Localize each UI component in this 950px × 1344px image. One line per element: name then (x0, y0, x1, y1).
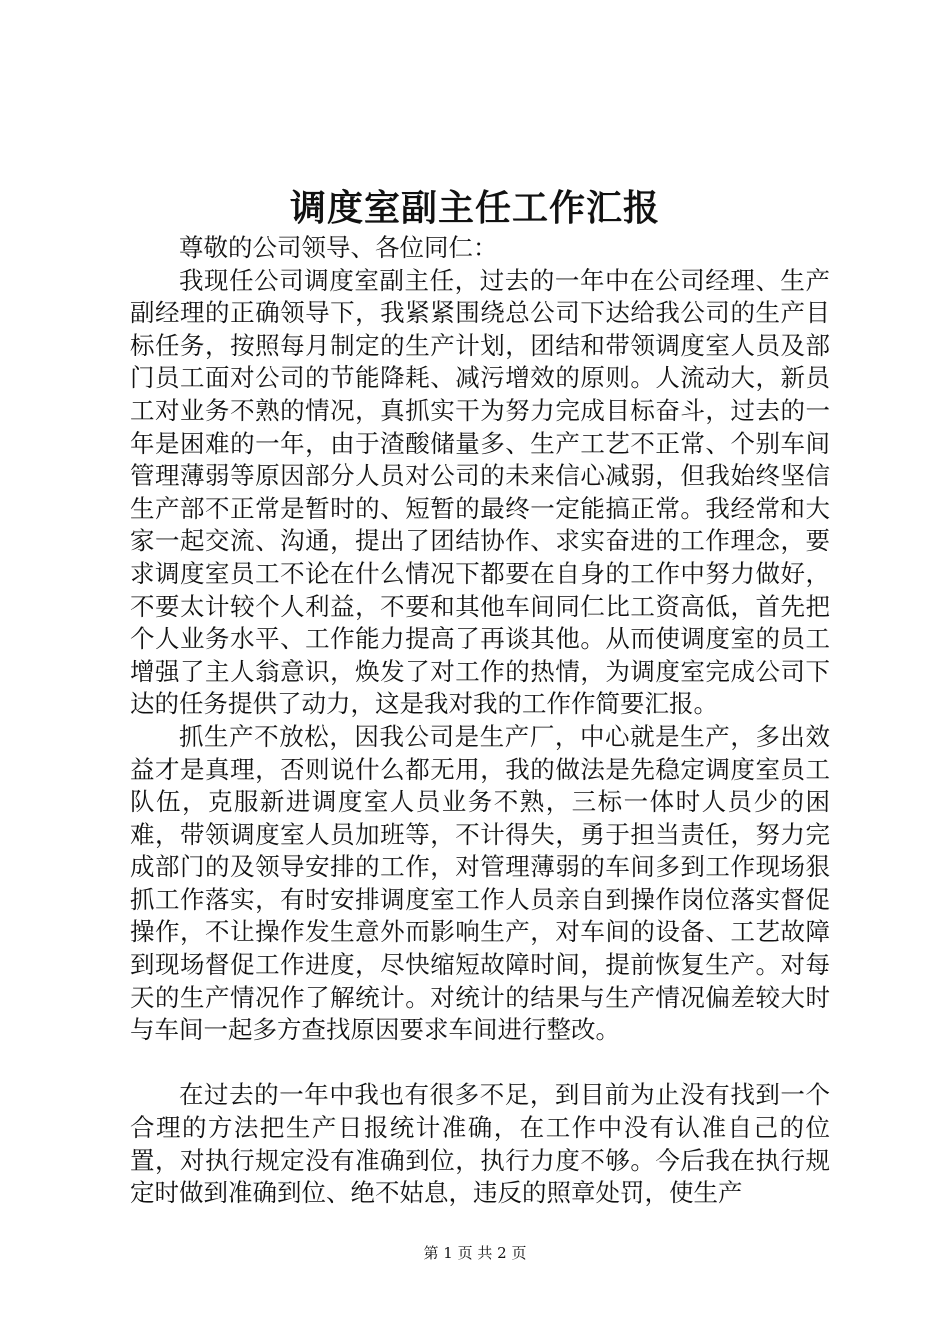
document-title: 调度室副主任工作汇报 (289, 187, 660, 229)
page-footer: 第 1 页 共 2 页 (423, 1244, 527, 1262)
document-body (130, 232, 830, 1210)
salutation: 尊敬的公司领导、各位同仁： (179, 233, 498, 262)
paragraph-spacer (130, 1047, 830, 1080)
paragraph-2: 抓生产不放松，因我公司是生产厂，中心就是生产，多出效益才是真理，否则说什么都无用，我的做法是先稳定调度室员工队伍，克服新进调度室人员业务不熟，三标一体时人员少的困难，带领调度室人员加班等，不计得失，勇于担当责任，努力完成部门的及领导安排的工作，对管理薄弱的车间多到工作现场狠抓工作落实，有时安排调度室工作人员亲自到操作岗位落实督促操作，不让操作发生意外而影响生产，对车间的设备、工艺故障到现场督促工作进度，尽快缩短故障时间，提前恢复生产。对每天的生产情况作了解统计。对统计的结果与生产情况偏差较大时与车间一起多方查找原因要求车间进行整改。 (130, 721, 830, 1045)
paragraph-3: 在过去的一年中我也有很多不足，到目前为止没有找到一个合理的方法把生产日报统计准确，在工作中没有认准自己的位置，对执行规定没有准确到位，执行力度不够。今后我在执行规定时做到准确到位、绝不姑息，违反的照章处罚，使生产 (130, 1080, 830, 1208)
paragraph-1: 我现任公司调度室副主任，过去的一年中在公司经理、生产副经理的正确领导下，我紧紧围绕总公司下达给我公司的生产目标任务，按照每月制定的生产计划，团结和带领调度室人员及部门员工面对公司的节能降耗、减污增效的原则。人流动大，新员工对业务不熟的情况，真抓实干为努力完成目标奋斗，过去的一年是困难的一年，由于渣酸储量多、生产工艺不正常、个别车间管理薄弱等原因部分人员对公司的未来信心减弱，但我始终坚信生产部不正常是暂时的、短暂的最终一定能搞正常。我经常和大家一起交流、沟通，提出了团结协作、求实奋进的工作理念，要求调度室员工不论在什么情况下都要在自身的工作中努力做好，不要太计较个人利益，不要和其他车间同仁比工资高低，首先把个人业务水平、工作能力提高了再谈其他。从而使调度室的员工增强了主人翁意识，焕发了对工作的热情，为调度室完成公司下达的任务提供了动力，这是我对我的工作作简要汇报。 (130, 265, 830, 719)
